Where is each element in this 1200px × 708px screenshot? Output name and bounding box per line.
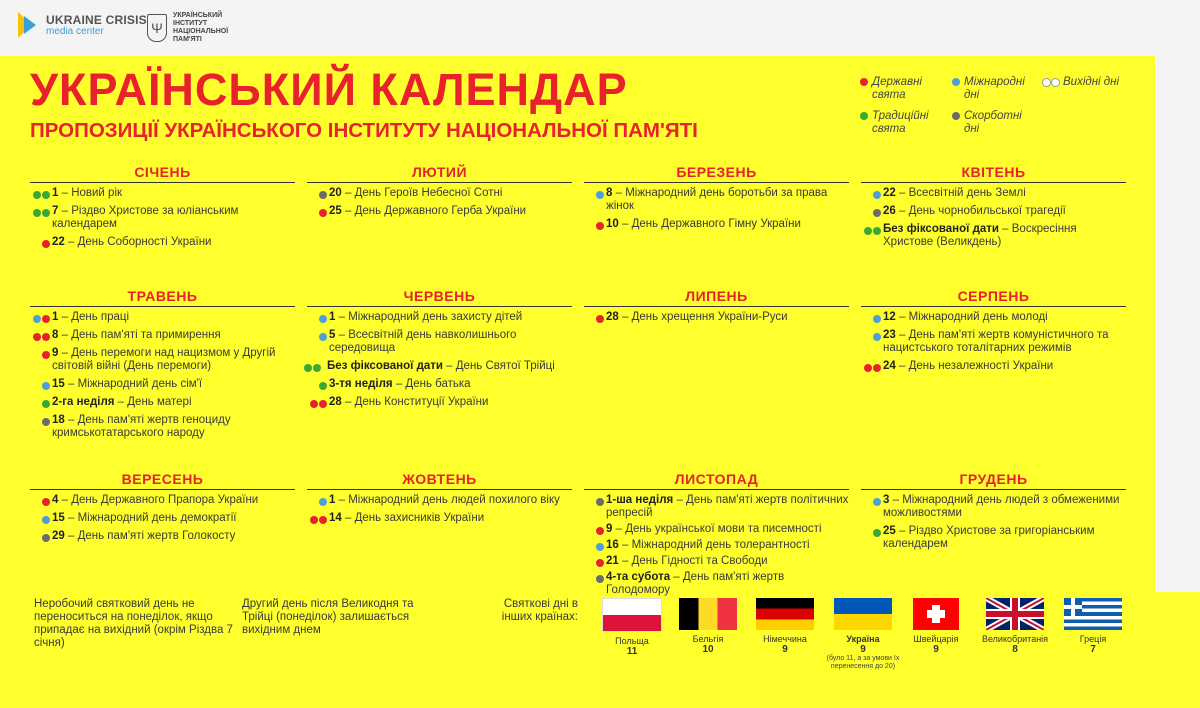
country-count: 9 xyxy=(933,644,939,655)
month-title: БЕРЕЗЕНЬ xyxy=(584,163,849,183)
ucmc-logo-line2: media center xyxy=(46,25,104,37)
month-title: СЕРПЕНЬ xyxy=(861,287,1126,307)
event-item: 15 – Міжнародний день демократії xyxy=(30,512,295,525)
legend-trad-l1: Традиційні xyxy=(872,110,929,122)
event-item: 28 – День хрещення України-Руси xyxy=(584,311,849,324)
event-item: 3-тя неділя – День батька xyxy=(307,378,572,391)
country-count: 10 xyxy=(702,644,714,655)
month-february xyxy=(307,163,572,223)
month-title: ЧЕРВЕНЬ xyxy=(307,287,572,307)
event-item: 22 – Всесвітній день Землі xyxy=(861,187,1126,200)
country-name: Німеччина xyxy=(763,634,807,644)
month-may xyxy=(30,287,295,445)
event-item: Без фіксованої дати – День Святої Трійці xyxy=(307,360,572,373)
legend-trad-l2: свята xyxy=(872,123,906,135)
month-title: ЛИСТОПАД xyxy=(584,470,849,490)
event-item: 2-га неділя – День матері xyxy=(30,396,295,409)
country-count: 8 xyxy=(1012,644,1018,655)
event-item: 4 – День Державного Прапора України xyxy=(30,494,295,507)
event-item: 25 – Різдво Христове за григоріанським календарем xyxy=(861,525,1126,551)
event-item: 1-ша неділя – День пам'яті жертв політичних репресій xyxy=(584,494,849,520)
event-item: Без фіксованої дати – Воскресіння Христове (Великдень) xyxy=(861,223,1126,249)
month-july xyxy=(584,287,849,329)
page-subtitle: ПРОПОЗИЦІЇ УКРАЇНСЬКОГО ІНСТИТУТУ НАЦІОНАЛЬНОЇ ПАМ'ЯТІ xyxy=(30,119,698,142)
country-count: 11 xyxy=(626,646,638,657)
event-item: 22 – День Соборності України xyxy=(30,236,295,249)
event-item: 9 – День перемоги над нацизмом у Другій світовій війні (День перемоги) xyxy=(30,347,295,373)
note-transfer: Неробочий святковий день не переноситься на понеділок, якщо припадає на вихідний (окрім Різдва 7 січня) xyxy=(34,598,233,649)
event-item: 21 – День Гідності та Свободи xyxy=(584,555,849,568)
event-item: 24 – День незалежності України xyxy=(861,360,1126,373)
country-count: 7 xyxy=(1090,644,1096,655)
country-germany xyxy=(745,598,825,655)
switzerland-flag-icon xyxy=(913,598,959,630)
event-item: 28 – День Конституції України xyxy=(307,396,572,409)
event-item: 20 – День Героїв Небесної Сотні xyxy=(307,187,572,200)
legend-mourn-l1: Скорботні xyxy=(964,110,1022,122)
event-item: 23 – День пам'яті жертв комуністичного та нацистського тоталітарних режимів xyxy=(861,329,1126,355)
country-greece xyxy=(1053,598,1133,655)
trident-icon: Ψ xyxy=(147,14,167,42)
legend-weekend-label: Вихідні дні xyxy=(1063,76,1120,88)
month-title: СІЧЕНЬ xyxy=(30,163,295,183)
event-item: 4-та субота – День пам'яті жертв Голодомору xyxy=(584,571,849,597)
event-item: 1 – День праці xyxy=(30,311,295,324)
month-november xyxy=(584,470,849,600)
legend-intl xyxy=(952,76,1025,102)
institute-logo[interactable] xyxy=(147,12,243,44)
country-poland xyxy=(592,598,672,657)
ucmc-logo[interactable] xyxy=(18,12,147,38)
month-june xyxy=(307,287,572,414)
country-belgium xyxy=(668,598,748,655)
event-item: 10 – День Державного Гімну України xyxy=(584,218,849,231)
ucmc-logo-line1: UKRAINE CRISIS xyxy=(46,12,147,27)
event-item: 14 – День захисників України xyxy=(307,512,572,525)
country-switzerland xyxy=(896,598,976,655)
month-title: КВІТЕНЬ xyxy=(861,163,1126,183)
note-easter: Другий день після Великодня та Трійці (понеділок) залишається вихідним днем xyxy=(242,598,414,636)
country-name: Великобританія xyxy=(981,634,1049,644)
top-bar xyxy=(0,0,1200,56)
greece-flag-icon xyxy=(1064,598,1122,630)
event-item: 8 – Міжнародний день боротьби за права жінок xyxy=(584,187,849,213)
event-item: 18 – День пам'яті жертв геноциду кримськотатарського народу xyxy=(30,414,295,440)
month-september xyxy=(30,470,295,548)
event-item: 3 – Міжнародний день людей з обмеженими можливостями xyxy=(861,494,1126,520)
country-uk xyxy=(975,598,1055,655)
event-item: 26 – День чорнобильської трагедії xyxy=(861,205,1126,218)
month-october xyxy=(307,470,572,530)
country-count: 9 xyxy=(782,644,788,655)
ukraine-note: (було 11, а за умови їх перенесення до 20) xyxy=(826,655,900,670)
month-title: ЛИПЕНЬ xyxy=(584,287,849,307)
legend-state xyxy=(860,76,922,102)
red-dot-icon xyxy=(860,78,868,86)
uk-flag-icon xyxy=(986,598,1044,630)
country-name: Швейцарія xyxy=(913,634,959,644)
ucmc-logo-icon xyxy=(18,12,40,38)
note-countries: Святкові дні в інших країнах: xyxy=(501,598,578,623)
month-april xyxy=(861,163,1126,254)
event-item: 12 – Міжнародний день молоді xyxy=(861,311,1126,324)
legend-mourn-l2: дні xyxy=(964,123,980,135)
country-count: 9 xyxy=(860,644,866,655)
country-ukraine xyxy=(822,598,904,671)
month-title: ТРАВЕНЬ xyxy=(30,287,295,307)
event-item: 29 – День пам'яті жертв Голокосту xyxy=(30,530,295,543)
event-item: 9 – День української мови та писемності xyxy=(584,523,849,536)
country-name: Бельгія xyxy=(692,634,724,644)
month-title: ВЕРЕСЕНЬ xyxy=(30,470,295,490)
belgium-flag-icon xyxy=(679,598,737,630)
country-name: Україна xyxy=(846,634,880,644)
event-item: 1 – Міжнародний день захисту дітей xyxy=(307,311,572,324)
legend-state-l1: Державні xyxy=(872,76,922,88)
event-item: 8 – День пам'яті та примирення xyxy=(30,329,295,342)
legend xyxy=(860,76,1160,140)
event-item: 5 – Всесвітній день навколишнього середовища xyxy=(307,329,572,355)
legend-trad xyxy=(860,110,929,136)
page-title: УКРАЇНСЬКИЙ КАЛЕНДАР xyxy=(30,64,628,115)
white-dot-icon xyxy=(1051,78,1060,87)
germany-flag-icon xyxy=(756,598,814,630)
white-dot-icon xyxy=(1042,78,1051,87)
gray-dot-icon xyxy=(952,112,960,120)
month-title: ЖОВТЕНЬ xyxy=(307,470,572,490)
legend-weekend xyxy=(1042,76,1119,89)
month-august xyxy=(861,287,1126,378)
legend-intl-l1: Міжнародні xyxy=(964,76,1025,88)
blue-dot-icon xyxy=(952,78,960,86)
month-january xyxy=(30,163,295,254)
month-title: ЛЮТИЙ xyxy=(307,163,572,183)
event-item: 25 – День Державного Герба України xyxy=(307,205,572,218)
poland-flag-icon xyxy=(602,598,662,632)
legend-intl-l2: дні xyxy=(964,89,980,101)
country-name: Греція xyxy=(1079,634,1107,644)
month-title: ГРУДЕНЬ xyxy=(861,470,1126,490)
event-item: 7 – Різдво Христове за юліанським календарем xyxy=(30,205,295,231)
ukraine-flag-icon xyxy=(834,598,892,630)
event-item: 15 – Міжнародний день сім'ї xyxy=(30,378,295,391)
month-december xyxy=(861,470,1126,556)
legend-mourn xyxy=(952,110,1022,136)
event-item: 16 – Міжнародний день толерантності xyxy=(584,539,849,552)
green-dot-icon xyxy=(860,112,868,120)
month-march xyxy=(584,163,849,236)
event-item: 1 – Міжнародний день людей похилого віку xyxy=(307,494,572,507)
event-item: 1 – Новий рік xyxy=(30,187,295,200)
country-name: Польща xyxy=(615,636,649,646)
legend-state-l2: свята xyxy=(872,89,906,101)
institute-logo-text: УКРАЇНСЬКИЙ ІНСТИТУТ НАЦІОНАЛЬНОЇ ПАМ'ЯТІ xyxy=(173,12,229,43)
